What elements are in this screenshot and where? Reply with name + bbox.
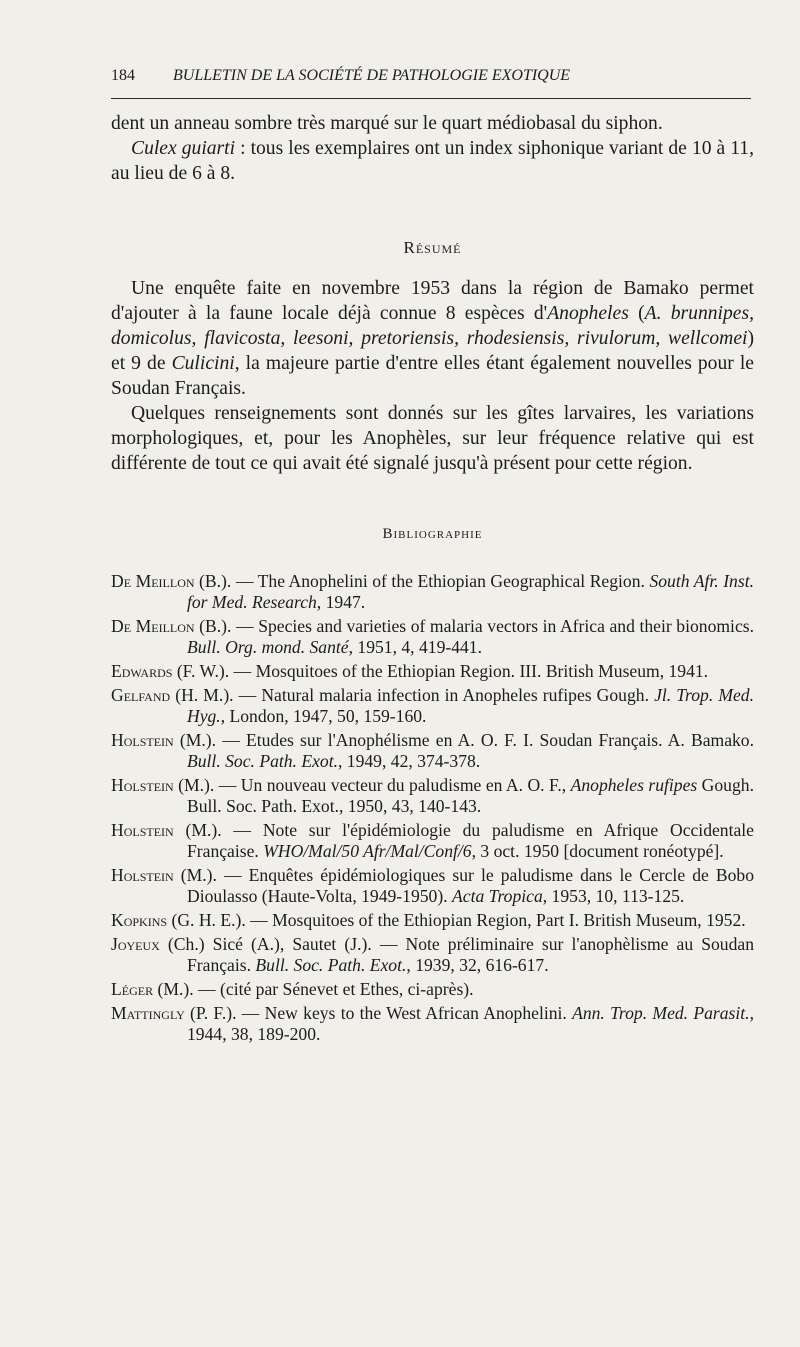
resume-paragraph-1	[111, 276, 754, 401]
reference-journal: Acta Tropica	[452, 886, 543, 906]
bibliography-heading: Bibliographie	[382, 526, 483, 542]
reference-entry	[111, 910, 754, 931]
reference-journal: South Afr. Inst. for Med. Research	[187, 571, 754, 612]
running-header	[111, 66, 751, 86]
reference-text: (F. W.). — Mosquitoes of the Ethiopian Region. III. British Museum, 1941.	[172, 661, 709, 681]
reference-entry	[111, 1003, 754, 1045]
reference-entry	[111, 865, 754, 907]
reference-text: (H. M.). — Natural malaria infection in Anopheles rufipes Gough.	[170, 685, 655, 705]
reference-text: (M.). — Note sur l'épidémiologie du paludisme en Afrique Occidentale Française.	[173, 820, 754, 861]
reference-text: (B.). — The Anophelini of the Ethiopian Geographical Region.	[194, 571, 650, 591]
reference-text: (M.). — Enquêtes épidémiologiques sur le paludisme dans le Cercle de Bobo Dioulasso (Haute-Volta, 1949-1950).	[173, 865, 754, 906]
reference-text: (Ch.) Sicé (A.), Sautet (J.). — Note préliminaire sur l'anophèlisme au Soudan Français.	[159, 934, 754, 975]
reference-journal: Ann. Trop. Med. Parasit.	[572, 1003, 750, 1023]
reference-author: De Meillon	[111, 571, 195, 591]
reference-author: Holstein	[111, 865, 174, 885]
culex-text: : tous les exemplaires ont un index siphonique variant de 10 à 11, au lieu de 6 à 8.	[111, 138, 754, 184]
reference-author: Holstein	[111, 820, 174, 840]
reference-journal: Anopheles rufipes	[570, 775, 698, 795]
reference-author: Gelfand	[111, 685, 171, 705]
species-list: A. brunnipes, domicolus, flavicosta, leesoni, pretoriensis, rhodesiensis, rivulorum, wellcomei	[111, 303, 754, 349]
reference-text: (P. F.). — New keys to the West African Anophelini.	[184, 1003, 573, 1023]
resume-heading: Résumé	[403, 238, 462, 257]
reference-entry	[111, 730, 754, 772]
reference-journal: Bull. Soc. Path. Exot.	[187, 751, 338, 771]
reference-text: (G. H. E.). — Mosquitoes of the Ethiopian Region, Part I. British Museum, 1952.	[167, 910, 746, 930]
reference-entry	[111, 775, 754, 817]
culex-paragraph	[111, 136, 754, 186]
journal-title: BULLETIN DE LA SOCIÉTÉ DE PATHOLOGIE EXOTIQUE	[173, 67, 571, 84]
reference-citation: , London, 1947, 50, 159-160.	[220, 706, 427, 726]
reference-author: Mattingly	[111, 1003, 185, 1023]
reference-entry	[111, 616, 754, 658]
reference-author: Holstein	[111, 775, 174, 795]
reference-citation: , 1939, 32, 616-617.	[406, 955, 549, 975]
species-name: Culex guiarti	[131, 138, 236, 159]
reference-text: (M.). — Etudes sur l'Anophélisme en A. O. F. I. Soudan Français. A. Bamako.	[173, 730, 754, 750]
reference-citation: , 1951, 4, 419-441.	[348, 637, 483, 657]
resume-paragraph-2: Quelques renseignements sont donnés sur les gîtes larvaires, les variations morphologiques, et, pour les Anophèles, sur leur fréquence relative qui est différente de tout ce qui avait été signalé jusqu'à présent pour cette région.	[111, 403, 754, 474]
reference-author: De Meillon	[111, 616, 195, 636]
reference-journal: WHO/Mal/50 Afr/Mal/Conf/6	[263, 841, 472, 861]
resume-text-c: ) et 9 de	[111, 328, 754, 374]
continuation-paragraph: dent un anneau sombre très marqué sur le quart médiobasal du siphon.	[111, 113, 663, 134]
resume-text-b: (	[628, 303, 645, 324]
resume-text-a: Une enquête faite en novembre 1953 dans la région de Bamako permet d'ajouter à la faune locale déjà connue 8 espèces d'	[111, 278, 754, 324]
reference-journal: Jl. Trop. Med. Hyg.	[187, 685, 754, 726]
reference-citation: Gough. Bull. Soc. Path. Exot., 1950, 43, 140-143.	[187, 775, 754, 816]
reference-citation: , 1947.	[316, 592, 366, 612]
tribe-name: Culicini	[171, 353, 235, 374]
header-rule	[111, 98, 751, 99]
reference-author: Edwards	[111, 661, 173, 681]
reference-author: Holstein	[111, 730, 174, 750]
reference-citation: , 1944, 38, 189-200.	[187, 1003, 754, 1044]
resume-text-d: , la majeure partie d'entre elles étant également nouvelles pour le Soudan Français.	[111, 353, 754, 399]
page-number: 184	[111, 67, 135, 84]
reference-author: Léger	[111, 979, 154, 999]
reference-entry	[111, 661, 754, 682]
reference-author: Kopkins	[111, 910, 168, 930]
reference-entry	[111, 820, 754, 862]
reference-citation: , 1953, 10, 113-125.	[542, 886, 685, 906]
reference-entry	[111, 934, 754, 976]
reference-journal: Bull. Soc. Path. Exot.	[255, 955, 407, 975]
reference-citation: , 3 oct. 1950 [document ronéotypé].	[471, 841, 724, 861]
reference-journal: Bull. Org. mond. Santé	[187, 637, 349, 657]
reference-author: Joyeux	[111, 934, 160, 954]
reference-entry	[111, 979, 754, 1000]
genus-name: Anopheles	[547, 303, 629, 324]
reference-citation: , 1949, 42, 374-378.	[337, 751, 481, 771]
page-body	[111, 111, 754, 1048]
reference-entry	[111, 685, 754, 727]
reference-text: (B.). — Species and varieties of malaria vectors in Africa and their bionomics.	[194, 616, 754, 636]
reference-list	[111, 571, 754, 1045]
reference-text: (M.). — Un nouveau vecteur du paludisme en A. O. F.,	[173, 775, 571, 795]
reference-entry	[111, 571, 754, 613]
reference-text: (M.). — (cité par Sénevet et Ethes, ci-après).	[153, 979, 474, 999]
